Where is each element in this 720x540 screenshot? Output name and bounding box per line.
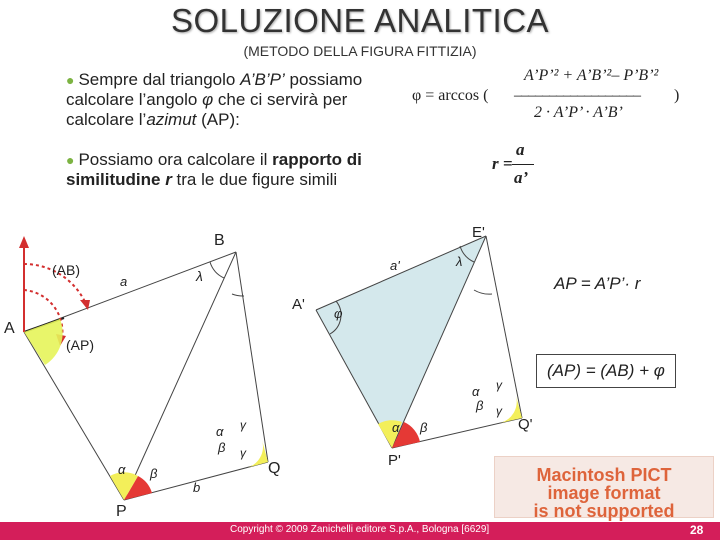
page-number: 28	[690, 523, 704, 537]
page-subtitle: (METODO DELLA FIGURA FITTIZIA)	[243, 43, 477, 59]
label-point-E-prime: E'	[472, 224, 485, 241]
formula-numerator: A’P’² + A’B’²– P’B’²	[524, 67, 659, 84]
bullet-dot-icon: ●	[66, 72, 75, 88]
label-alpha-right: α	[392, 420, 400, 435]
label-AB-azimuth: (AB)	[52, 262, 80, 278]
label-alpha-right-2: α	[472, 384, 480, 399]
label-point-Q-prime: Q'	[518, 416, 533, 433]
formula-lhs: φ = arccos (	[412, 87, 489, 104]
copyright-text: Copyright © 2009 Zanichelli editore S.p.A., Bologna [6629]	[230, 524, 490, 535]
label-alpha-left: α	[118, 462, 126, 477]
label-beta-right: β	[420, 420, 428, 435]
label-point-A: A	[4, 320, 15, 337]
label-beta-left: β	[150, 466, 158, 481]
bullet-text-1: ● Sempre dal triangolo A’B’P’ possiamo calcolare l’angolo φ che ci servirà per calcolare l’azimut (AP):	[66, 70, 363, 129]
bullet-dot-icon: ●	[66, 152, 75, 168]
page-title: SOLUZIONE ANALITICA	[170, 2, 550, 39]
ratio-denominator: a’	[514, 168, 529, 187]
label-gamma-left-2: γ	[240, 446, 246, 460]
label-gamma-left-1: γ	[240, 418, 246, 432]
label-point-P-prime: P'	[388, 452, 401, 469]
formula-denominator: 2 · A’P’ · A’B’	[534, 104, 623, 121]
label-point-P: P	[116, 503, 127, 520]
label-beta-left-2: β	[218, 440, 226, 455]
label-gamma-right-2: γ	[496, 404, 502, 418]
unsupported-image-placeholder: Macintosh PICT image format is not supported	[494, 456, 714, 518]
ratio-numerator: a	[516, 140, 525, 159]
result-AP-azimuth: (AP) = (AB) + φ	[536, 354, 676, 388]
formula-fraction-bar: ––––––––––––––––––	[514, 87, 640, 104]
label-AP-azimuth: (AP)	[66, 337, 94, 353]
label-phi: φ	[334, 306, 343, 321]
label-gamma-right-1: γ	[496, 378, 502, 392]
ratio-lhs: r =	[492, 154, 513, 173]
label-side-a: a	[120, 274, 128, 289]
label-lambda-prime: λ	[456, 254, 463, 269]
result-AP: AP = A’P’· r	[554, 274, 641, 293]
label-side-b: b	[193, 480, 201, 495]
label-point-B: B	[214, 232, 225, 249]
label-alpha-left-2: α	[216, 424, 224, 439]
label-lambda: λ	[196, 268, 203, 284]
bullet-text-2: ● Possiamo ora calcolare il rapporto di similitudine r tra le due figure simili	[66, 150, 362, 189]
label-beta-right-2: β	[476, 398, 484, 413]
label-point-A-prime: A'	[292, 296, 305, 313]
label-point-Q: Q	[268, 460, 281, 477]
label-side-a-prime: a'	[390, 258, 400, 273]
formula-rparen: )	[674, 87, 680, 104]
